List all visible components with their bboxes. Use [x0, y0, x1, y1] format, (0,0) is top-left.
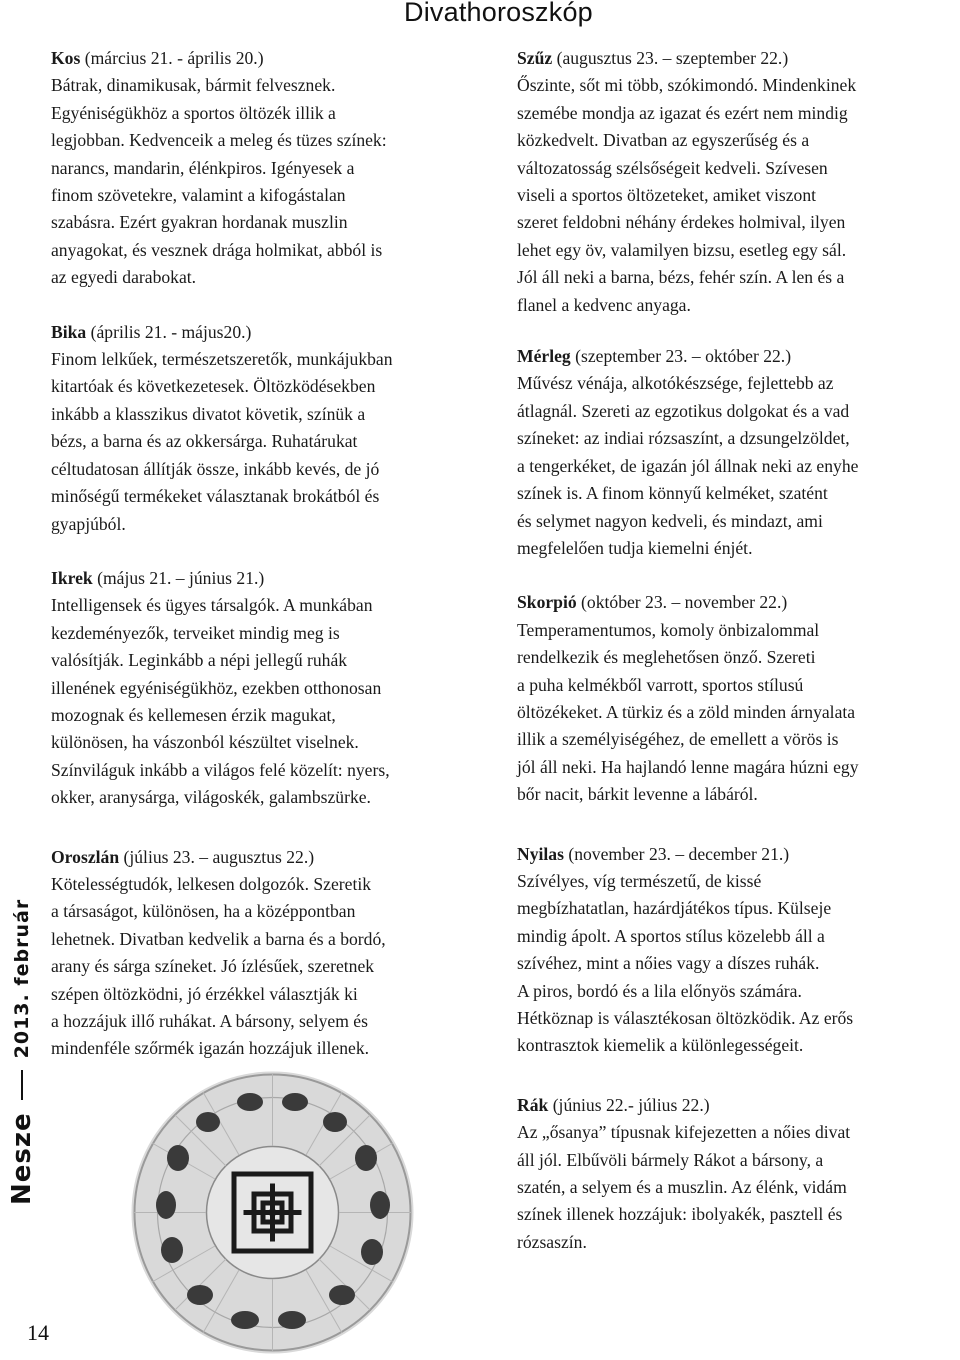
- sign-name: Oroszlán: [51, 846, 120, 867]
- entry-heading: [51, 319, 496, 346]
- entry-line: inkább a klasszikus divatot követik, színük a: [51, 403, 366, 424]
- sign-name: Skorpió: [517, 592, 577, 613]
- entry-line: Művész vénája, alkotókészsége, fejlettebb az: [517, 373, 834, 394]
- entry-line: színek is. A finom könnyű kelméket, szatént: [517, 483, 828, 504]
- entry-heading: [51, 565, 496, 592]
- horoscope-entry-merleg: [517, 343, 960, 562]
- entry-line: szabásra. Ezért gyakran hordanak muszlin: [51, 212, 348, 233]
- entry-line: rózsaszín.: [517, 1231, 587, 1252]
- entry-line: anyagokat, és vesznek drága holmikat, abból is: [51, 239, 383, 260]
- entry-line: Temperamentumos, komoly önbizalommal: [517, 619, 820, 640]
- entry-line: okker, aranysárga, világoskék, galambszürke.: [51, 787, 371, 808]
- entry-line: illik a személyiségéhez, de emellett a vörös is: [517, 729, 839, 750]
- entry-line: kontrasztok kiemelik a különlegességeit.: [517, 1035, 804, 1056]
- sign-name: Mérleg: [517, 346, 571, 367]
- entry-line: lehetnek. Divatban kedvelik a barna és a bordó,: [51, 928, 386, 949]
- entry-line: legjobban. Kedvenceik a meleg és tüzes színek:: [51, 130, 387, 151]
- entry-line: Kötelességtudók, lelkesen dolgozók. Szeretik: [51, 873, 372, 894]
- entry-line: Őszinte, sőt mi több, szókimondó. Mindenkinek: [517, 75, 857, 96]
- sign-dates: (június 22.- július 22.): [548, 1094, 710, 1115]
- entry-heading: [517, 589, 960, 616]
- entry-line: narancs, mandarin, élénkpiros. Igényesek a: [51, 157, 355, 178]
- entry-line: Jól áll neki a barna, bézs, fehér szín. A len és a: [517, 267, 845, 288]
- sign-dates: (augusztus 23. – szeptember 22.): [552, 48, 789, 68]
- entry-line: a hozzájuk illő ruhákat. A bársony, selyem és: [51, 1011, 368, 1031]
- entry-line: Finom lelkűek, természetszeretők, munkájukban: [51, 349, 393, 370]
- entry-line: céltudatosan állítják össze, inkább kevés, de jó: [51, 458, 380, 479]
- entry-heading: [517, 1092, 960, 1119]
- entry-line: A piros, bordó és a lila előnyös számára.: [517, 980, 802, 1001]
- entry-line: rendelkezik és meglehetősen önző. Szereti: [517, 647, 816, 668]
- entry-line: viseli a sportos öltözeteket, amiket viszont: [517, 185, 817, 206]
- magazine-name: Nesze: [7, 1112, 37, 1205]
- entry-line: kezdeményezők, terveiket mindig meg is: [51, 622, 340, 643]
- entry-line: bőr nacit, bárkit levenne a lábáról.: [517, 784, 758, 805]
- chinese-zodiac-wheel-icon: [130, 1070, 415, 1355]
- entry-line: szeret feldobni néhány érdekes holmival, ilyen: [517, 212, 846, 233]
- sign-dates: (szeptember 23. – október 22.): [570, 346, 792, 367]
- entry-line: a társaságot, különösen, ha a középpontban: [51, 901, 356, 922]
- horoscope-entry-bika: [51, 319, 496, 538]
- entry-line: megfelelően tudja kiemelni énjét.: [517, 537, 753, 558]
- entry-line: színeket: az indiai rózsaszínt, a dzsungelzöldet,: [517, 428, 850, 449]
- entry-line: változatosság szélsőségeit kedveli. Szívesen: [517, 157, 828, 178]
- entry-line: valósítják. Leginkább a népi jellegű ruhák: [51, 650, 348, 671]
- entry-line: minőségű termékeket választanak brokátból és: [51, 486, 380, 507]
- right-column: [517, 45, 960, 1256]
- sign-dates: (április 21. - május20.): [86, 321, 252, 342]
- sign-dates: (május 21. – június 21.): [92, 567, 265, 588]
- entry-line: arany és sárga színeket. Jó ízlésűek, szeretnek: [51, 956, 375, 977]
- entry-line: szépen öltözködni, jó érzékkel választják ki: [51, 983, 358, 1004]
- entry-line: Bátrak, dinamikusak, bármit felvesznek.: [51, 75, 336, 96]
- entry-line: gyapjúból.: [51, 513, 126, 534]
- entry-line: Szívélyes, víg természetű, de kissé: [517, 870, 762, 891]
- horoscope-entry-ikrek: [51, 565, 496, 812]
- entry-heading: [517, 45, 960, 72]
- page-title: Divathoroszkóp: [404, 0, 593, 27]
- entry-line: áll jól. Elbűvöli bármely Rákot a bársony, a: [517, 1149, 824, 1170]
- entry-line: Intelligensek és ügyes társalgók. A munkában: [51, 595, 373, 616]
- entry-line: bézs, a barna és az okkersárga. Ruhatárukat: [51, 431, 358, 452]
- entry-line: és selymet nagyon kedveli, és mindazt, ami: [517, 510, 823, 531]
- entry-line: Színviláguk inkább a világos felé közelít: nyers,: [51, 759, 390, 780]
- entry-line: finom szövetekre, valamint a kifogástalan: [51, 185, 346, 206]
- sign-name: Nyilas: [517, 843, 564, 864]
- entry-line: mindig ápolt. A sportos stílus közelebb áll a: [517, 925, 825, 946]
- sign-dates: (október 23. – november 22.): [576, 592, 788, 613]
- sign-name: Kos: [51, 48, 81, 68]
- left-column: [51, 45, 496, 1063]
- entry-line: illenének egyéniségükhöz, ezekben otthonosan: [51, 677, 382, 698]
- sign-name: Szűz: [517, 48, 553, 68]
- sign-dates: (november 23. – december 21.): [563, 843, 790, 864]
- entry-line: közkedvelt. Divatban az egyszerűség és a: [517, 130, 810, 151]
- entry-line: Az „ősanya” típusnak kifejezetten a nőies divat: [517, 1122, 851, 1143]
- entry-line: öltözékeket. A türkiz és a zöld minden árnyalata: [517, 701, 856, 722]
- horoscope-entry-szuz: [517, 45, 960, 319]
- entry-line: mindenféle szőrmék igazán hozzájuk illenek.: [51, 1038, 370, 1059]
- label-dash: [21, 1070, 23, 1100]
- entry-line: különösen, ha vászonból készültet viselnek.: [51, 732, 359, 753]
- entry-heading: [51, 45, 496, 72]
- entry-line: színek illenek hozzájuk: ibolyakék, pasztell és: [517, 1204, 843, 1225]
- horoscope-entry-rak: [517, 1092, 960, 1256]
- entry-line: flanel a kedvenc anyaga.: [517, 294, 691, 315]
- magazine-side-label: [2, 845, 42, 1205]
- sign-name: Ikrek: [51, 567, 93, 588]
- entry-line: szívéhez, mint a nőies vagy a díszes ruhák.: [517, 953, 820, 974]
- sign-dates: (március 21. - április 20.): [80, 48, 264, 68]
- entry-line: a puha kelmékből varrott, sportos stílusú: [517, 674, 804, 695]
- horoscope-entry-nyilas: [517, 841, 960, 1060]
- entry-line: jól áll neki. Ha hajlandó lenne magára húzni egy: [517, 756, 859, 777]
- entry-line: szatén, a selyem és a muszlin. Az élénk, vidám: [517, 1177, 847, 1198]
- entry-line: mozognak és kellemesen érzik magukat,: [51, 704, 336, 725]
- entry-line: szemébe mondja az igazat és ezért nem mindig: [517, 102, 848, 123]
- entry-line: megbízhatatlan, hazárdjátékos típus. Külseje: [517, 898, 832, 919]
- entry-heading: [517, 841, 960, 868]
- entry-line: Hétköznap is választékosan öltözködik. Az erős: [517, 1008, 854, 1028]
- entry-heading: [517, 343, 960, 370]
- entry-line: átlagnál. Szereti az egzotikus dolgokat és a vad: [517, 400, 850, 421]
- entry-line: kitartóak és következetesek. Öltözködésekben: [51, 376, 376, 397]
- entry-line: Egyéniségükhöz a sportos öltözék illik a: [51, 102, 336, 123]
- sign-name: Rák: [517, 1094, 549, 1115]
- entry-line: lehet egy öv, valamilyen bizsu, esetleg egy sál.: [517, 239, 847, 260]
- horoscope-entry-oroszlan: [51, 844, 496, 1063]
- entry-line: az egyedi darabokat.: [51, 267, 197, 288]
- issue-date: 2013. február: [11, 898, 33, 1059]
- sign-dates: (július 23. – augusztus 22.): [119, 846, 315, 867]
- sign-name: Bika: [51, 321, 87, 342]
- horoscope-entry-kos: [51, 45, 496, 292]
- entry-line: a tengerkéket, de igazán jól állnak neki az enyhe: [517, 455, 859, 476]
- entry-heading: [51, 844, 496, 871]
- page-number: 14: [27, 1320, 49, 1345]
- horoscope-entry-skorpio: [517, 589, 960, 808]
